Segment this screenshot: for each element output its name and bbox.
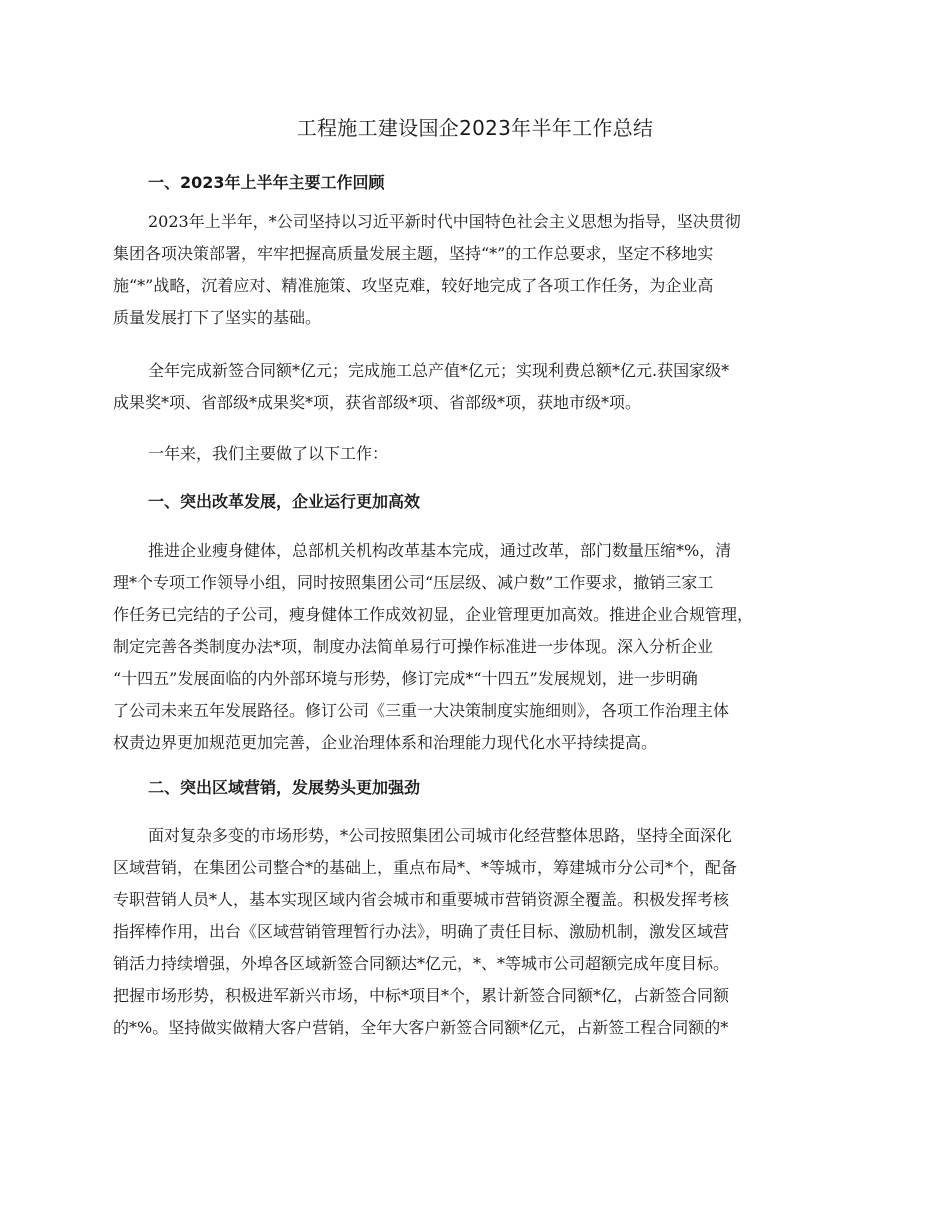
paragraph-results: [113, 355, 840, 419]
paragraph-line: 2023年上半年，*公司坚持以习近平新时代中国特色社会主义思想为指导，坚决贯彻: [148, 212, 741, 231]
paragraph-marketing: [113, 820, 840, 1044]
paragraph-line: “十四五”发展面临的内外部环境与形势，修订完成*“十四五”发展规划，进一步明确: [113, 669, 698, 688]
paragraph-line: 面对复杂多变的市场形势，*公司按照集团公司城市化经营整体思路，坚持全面深化: [148, 826, 733, 845]
paragraph-overview: [113, 206, 840, 334]
paragraph-line: 了公司未来五年发展路径。修订公司《三重一大决策制度实施细则》，各项工作治理主体: [113, 701, 730, 720]
paragraph-line: 指挥棒作用，出台《区域营销管理暂行办法》，明确了责任目标、激励机制，激发区域营: [113, 922, 730, 941]
section-heading-review: 一、2023年上半年主要工作回顾: [148, 173, 385, 192]
paragraph-line: 施“*”战略，沉着应对、精准施策、攻坚克难，较好地完成了各项工作任务，为企业高: [113, 276, 714, 295]
section-heading-marketing: 二、突出区域营销，发展势头更加强劲: [148, 778, 421, 797]
paragraph-line: 把握市场形势，积极进军新兴市场，中标*项目*个，累计新签合同额*亿，占新签合同额: [113, 986, 730, 1005]
paragraph-line: 制定完善各类制度办法*项，制度办法简单易行可操作标准进一步体现。深入分析企业: [113, 637, 714, 656]
paragraph-line: 质量发展打下了坚实的基础。: [113, 308, 322, 327]
paragraph-line: 销活力持续增强，外埠各区域新签合同额达*亿元，*、*等城市公司超额完成年度目标。: [113, 954, 730, 973]
paragraph-line: 推进企业瘦身健体，总部机关机构改革基本完成，通过改革，部门数量压缩*%，清: [148, 541, 732, 560]
section-heading-reform: 一、突出改革发展，企业运行更加高效: [148, 492, 421, 511]
paragraph-line: 成果奖*项、省部级*成果奖*项，获省部级*项、省部级*项，获地市级*项。: [113, 393, 642, 412]
document-title: 工程施工建设国企2023年半年工作总结: [296, 116, 654, 140]
paragraph-line: 集团各项决策部署，牢牢把握高质量发展主题，坚持“*”的工作总要求，坚定不移地实: [113, 244, 714, 263]
paragraph-reform: [113, 535, 840, 759]
paragraph-intro: [113, 438, 840, 470]
paragraph-line: 区域营销，在集团公司整合*的基础上，重点布局*、*等城市，筹建城市分公司*个，配备: [113, 858, 738, 877]
paragraph-line: 的*%。坚持做实做精大客户营销，全年大客户新签合同额*亿元，占新签工程合同额的*: [113, 1018, 729, 1037]
paragraph-line: 理*个专项工作领导小组，同时按照集团公司“压层级、减户数”工作要求，撤销三家工: [113, 573, 714, 592]
paragraph-line: 一年来，我们主要做了以下工作：: [148, 444, 389, 463]
paragraph-line: 作任务已完结的子公司，瘦身健体工作成效初显，企业管理更加高效。推进企业合规管理，: [113, 605, 754, 624]
paragraph-line: 专职营销人员*人，基本实现区域内省会城市和重要城市营销资源全覆盖。积极发挥考核: [113, 890, 730, 909]
paragraph-line: 权责边界更加规范更加完善，企业治理体系和治理能力现代化水平持续提高。: [113, 733, 658, 752]
paragraph-line: 全年完成新签合同额*亿元；完成施工总产值*亿元；实现利费总额*亿元.获国家级*: [148, 361, 730, 380]
